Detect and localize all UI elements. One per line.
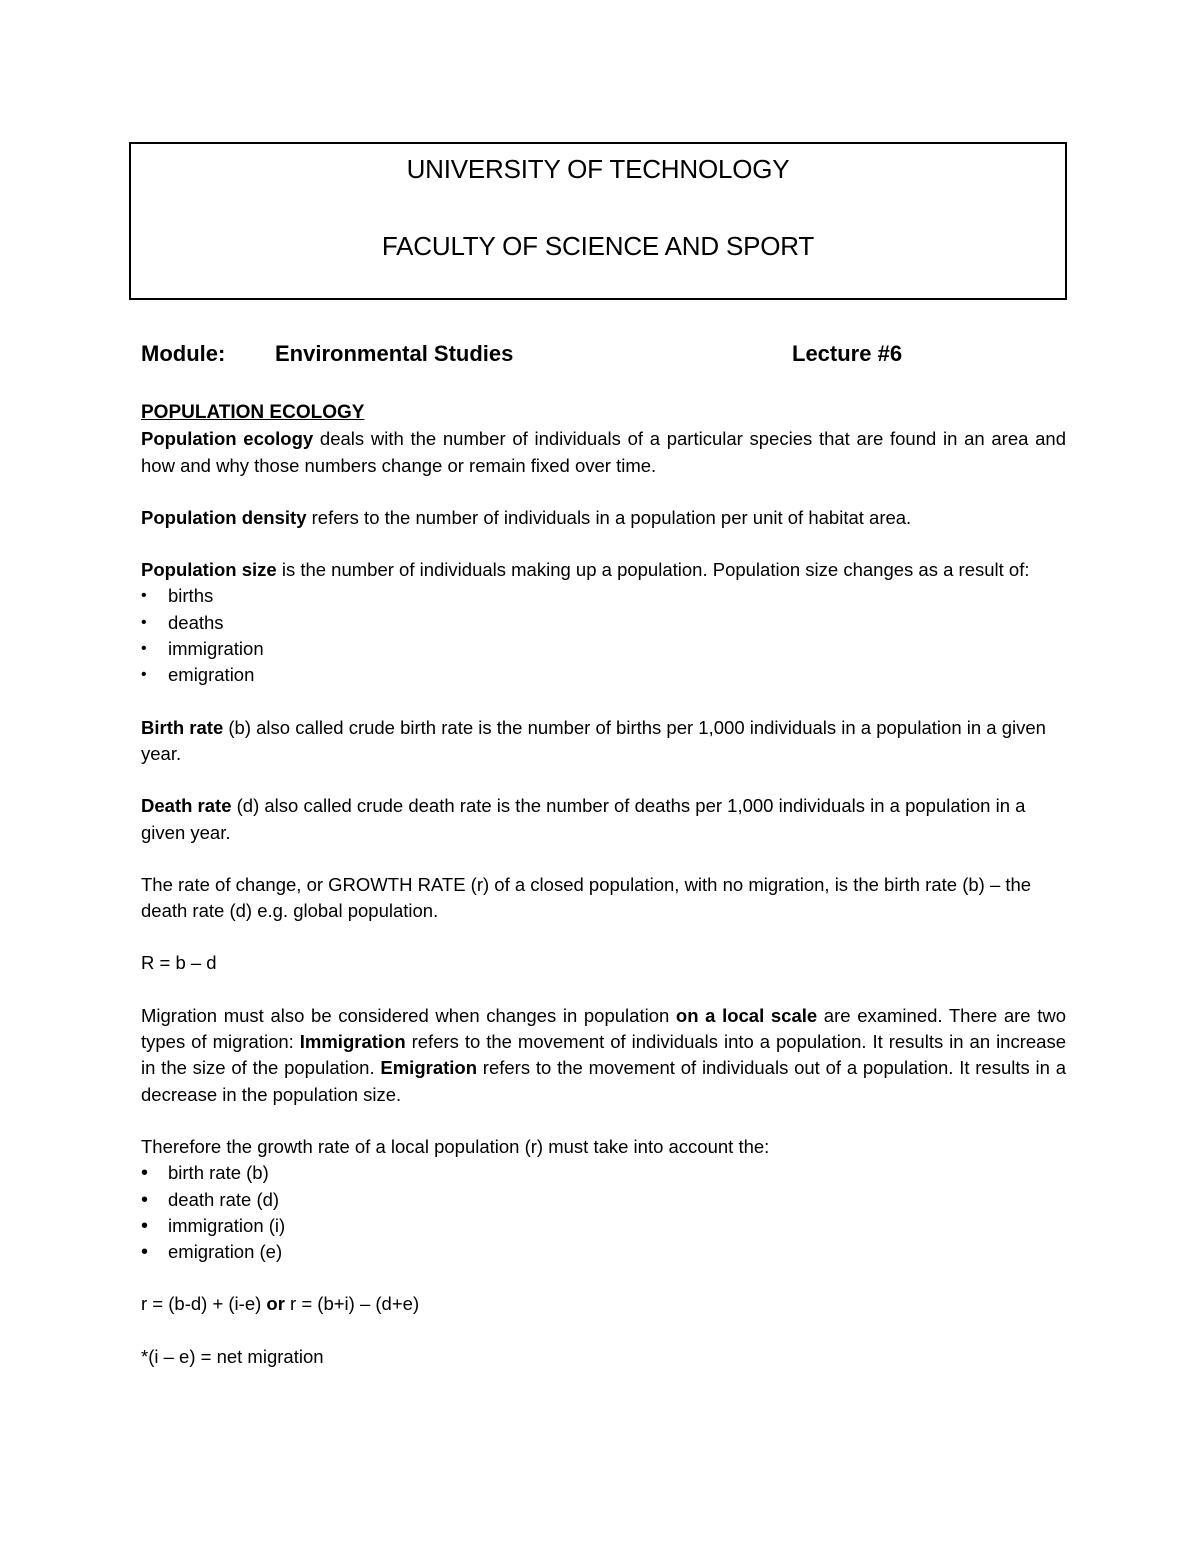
bullet-icon: • (141, 1162, 149, 1185)
list-item: • death rate (d) (141, 1187, 1066, 1213)
paragraph-population-density (141, 505, 1066, 531)
bullet-icon: • (141, 1241, 149, 1264)
bullet-icon: • (141, 666, 147, 684)
term-death-rate: Death rate (141, 795, 232, 817)
term-population-size: Population size (141, 559, 277, 581)
bullet-icon: • (141, 1214, 149, 1237)
section-title: POPULATION ECOLOGY (141, 402, 365, 423)
list-item: • birth rate (b) (141, 1160, 1066, 1186)
module-name: Environmental Studies (275, 341, 514, 366)
document-body (141, 400, 1066, 1370)
list-item: • immigration (141, 636, 1066, 662)
definition-population-density: refers to the number of individuals in a population per unit of habitat area. (306, 506, 912, 528)
emphasis-local-scale: on a local scale (675, 1004, 818, 1026)
term-birth-rate: Birth rate (141, 716, 224, 738)
paragraph-death-rate (141, 793, 1066, 846)
paragraph-growth-rate: The rate of change, or GROWTH RATE (r) of a closed population, with no migration, is the birth rate (b) – the death rate (d) e.g. global population. (141, 873, 1032, 922)
formula-local-population: r = (b-d) + (i-e) or r = (b+i) – (d+e) (141, 1293, 420, 1315)
term-emigration: Emigration (380, 1057, 478, 1079)
definition-death-rate: (d) also called crude death rate is the number of deaths per 1,000 individuals in a population in a given year. (141, 795, 1026, 843)
paragraph-population-ecology (141, 426, 1066, 479)
module-label: Module: (141, 341, 226, 366)
note-net-migration: *(i – e) = net migration (141, 1345, 324, 1367)
local-factor-list (141, 1160, 1066, 1265)
bullet-icon: • (141, 640, 147, 658)
bullet-icon: • (141, 587, 147, 605)
list-item: • births (141, 583, 1066, 609)
paragraph-migration: Migration must also be considered when changes in population on a local scale are examined. There are two types of migration: Immigration refers to the movement of individuals into a population. It results in an increase in the size of the population. Emigration refers to the movement of individuals out of a population. It results in a decrease in the population size. (141, 1004, 1067, 1105)
definition-population-size: is the number of individuals making up a population. Population size changes as a result of: (276, 559, 1030, 581)
term-population-density: Population density (141, 506, 307, 528)
paragraph-birth-rate (141, 715, 1066, 768)
bullet-icon: • (141, 613, 147, 631)
bullet-icon: • (141, 1188, 149, 1211)
university-name: UNIVERSITY OF TECHNOLOGY (406, 154, 790, 184)
module-row (141, 339, 1041, 369)
header-box (129, 142, 1067, 300)
definition-birth-rate: (b) also called crude birth rate is the number of births per 1,000 individuals in a population in a given year. (141, 716, 1046, 764)
definition-population-ecology: deals with the number of individuals of a particular species that are found in an area and how and why those numbers change or remain fixed over time. (141, 428, 1066, 476)
paragraph-population-size (141, 557, 1066, 583)
paragraph-therefore: Therefore the growth rate of a local population (r) must take into account the: (141, 1135, 770, 1157)
term-population-ecology: Population ecology (141, 428, 314, 450)
list-item: • emigration (e) (141, 1239, 1066, 1265)
formula-closed-population: R = b – d (141, 952, 217, 974)
faculty-name: FACULTY OF SCIENCE AND SPORT (381, 231, 815, 261)
size-factor-list (141, 583, 1066, 688)
list-item: • deaths (141, 610, 1066, 636)
list-item: • immigration (i) (141, 1213, 1066, 1239)
term-immigration: Immigration (299, 1031, 406, 1053)
lecture-number: Lecture #6 (792, 341, 903, 366)
list-item: • emigration (141, 662, 1066, 688)
